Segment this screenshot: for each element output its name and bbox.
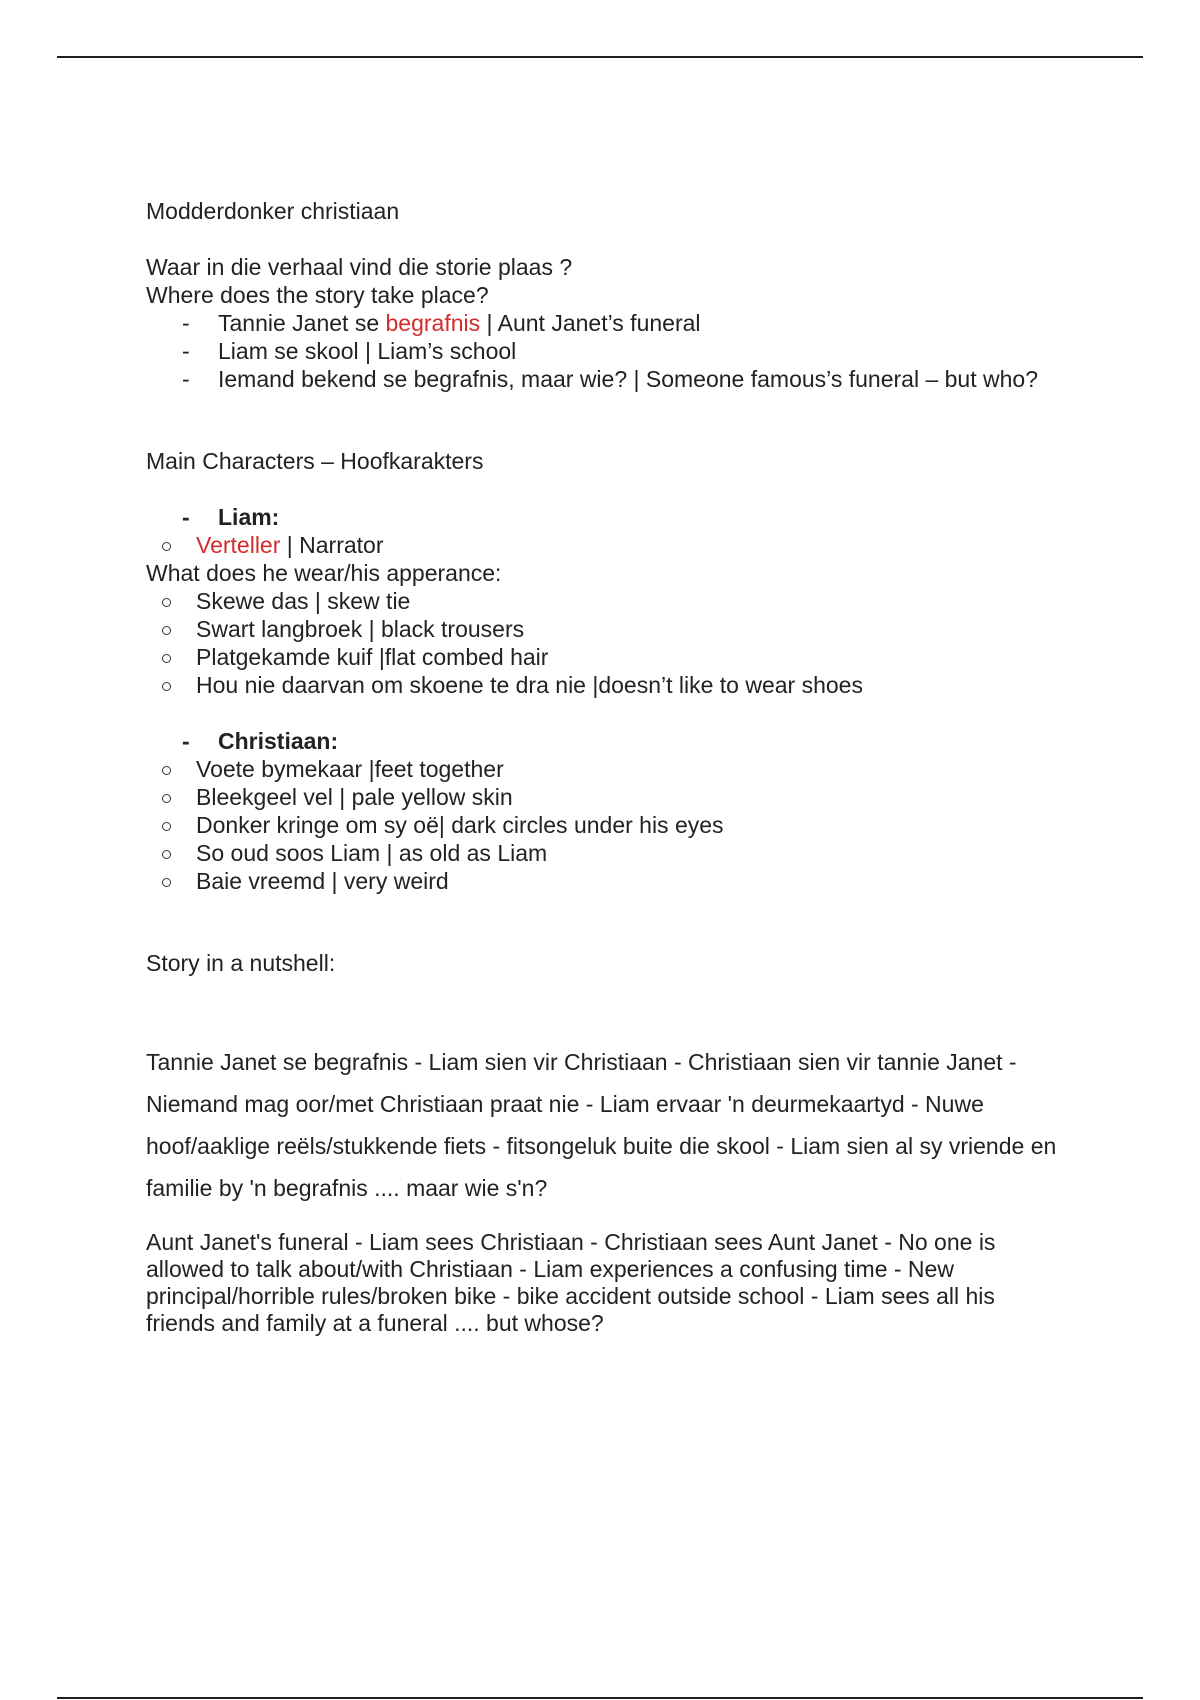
top-rule: [57, 56, 1143, 58]
document-title: Modderdonker christiaan: [146, 198, 400, 224]
list-item: Baie vreemd | very weird: [146, 867, 1066, 895]
appearance-heading: What does he wear/his apperance:: [146, 560, 502, 586]
list-item: - Tannie Janet se begrafnis | Aunt Janet’s funeral: [146, 309, 1066, 337]
liam-traits-list: [146, 587, 1066, 699]
list-item: So oud soos Liam | as old as Liam: [146, 839, 1066, 867]
list-item: Bleekgeel vel | pale yellow skin: [146, 783, 1066, 811]
list-item: Swart langbroek | black trousers: [146, 615, 1066, 643]
list-item: Donker kringe om sy oë| dark circles under his eyes: [146, 811, 1066, 839]
summary-heading: Story in a nutshell:: [146, 950, 336, 976]
list-item: - Liam se skool | Liam’s school: [146, 337, 1066, 365]
list-item: Platgekamde kuif |flat combed hair: [146, 643, 1066, 671]
setting-question-en: Where does the story take place?: [146, 282, 489, 308]
summary-english: Aunt Janet's funeral - Liam sees Christiaan - Christiaan sees Aunt Janet - No one is allowed to talk about/with Christiaan - Liam experiences a confusing time - New principal/horrible rules/broken bike - bike accident outside school - Liam sees all his friends and family at a funeral .... but whose?: [146, 1229, 996, 1336]
list-item: Voete bymekaar |feet together: [146, 755, 1066, 783]
character-name: - Christiaan:: [146, 727, 1066, 755]
liam-heading: [146, 503, 1066, 531]
characters-heading: Main Characters – Hoofkarakters: [146, 448, 484, 474]
summary-afrikaans: Tannie Janet se begrafnis - Liam sien vir Christiaan - Christiaan sien vir tannie Janet - Niemand mag oor/met Christiaan praat nie - Liam ervaar 'n deurmekaartyd - Nuwe hoof/aaklige reëls/stukkende fiets - fitsongeluk buite die skool - Liam sien al sy vriende en familie by 'n begrafnis .... maar wie s'n?: [146, 1049, 1057, 1201]
setting-list: [146, 309, 1066, 393]
list-item: Skewe das | skew tie: [146, 587, 1066, 615]
christiaan-traits-list: [146, 755, 1066, 895]
list-item: - Iemand bekend se begrafnis, maar wie? | Someone famous’s funeral – but who?: [146, 365, 1066, 393]
list-item: Verteller | Narrator: [146, 531, 1066, 559]
liam-role-list: [146, 531, 1066, 559]
highlighted-term: begrafnis: [385, 310, 481, 336]
setting-question-af: Waar in die verhaal vind die storie plaas ?: [146, 254, 573, 280]
list-item: Hou nie daarvan om skoene te dra nie |doesn’t like to wear shoes: [146, 671, 1066, 699]
character-name: - Liam:: [146, 503, 1066, 531]
bottom-rule: [57, 1697, 1143, 1699]
document-body: [146, 197, 1066, 1337]
highlighted-term: Verteller: [196, 532, 281, 558]
christiaan-heading: [146, 727, 1066, 755]
